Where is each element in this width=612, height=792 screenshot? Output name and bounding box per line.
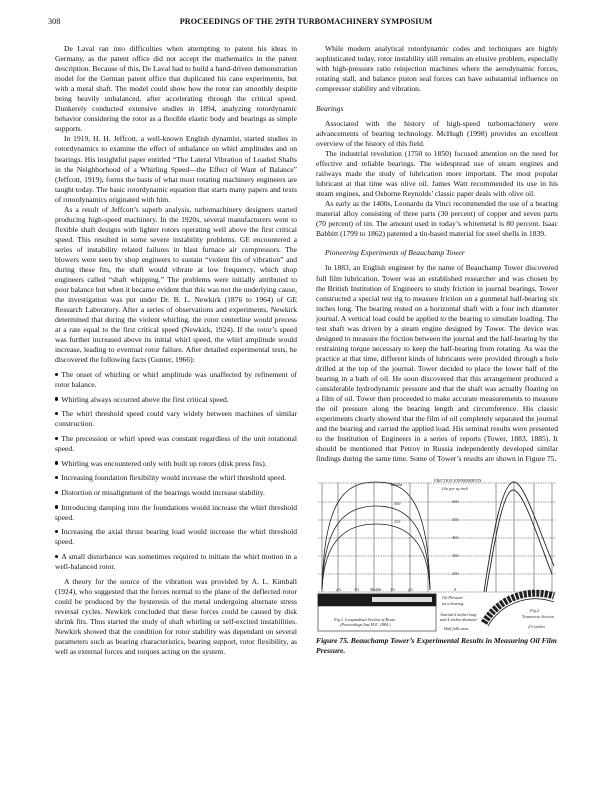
svg-text:Oil Pressure: Oil Pressure bbox=[442, 595, 463, 601]
svg-text:2½: 2½ bbox=[336, 587, 342, 593]
paragraph-de-laval: De Laval ran into difficulties when attempting to patent his ideas in Germany, as the patent office did not accept the mathematics in the patent description. Because of this, De Laval had to build a hand-driven demonstration model for the German patent office that duplicated his cane experiments, but with a metal shaft. The model could show how the rotor ran smoothly despite being heavily unbalanced, after accelerating through the critical speed. Dunkerely conducted extensive studies in 1894, analyzing rotordynamic behavior considering the rotor as a flexible elastic body and bearings as simple supports. bbox=[55, 44, 297, 134]
svg-text:Lbs per sq inch: Lbs per sq inch bbox=[442, 486, 468, 492]
paragraph-newkirk: As a result of Jeffcott’s superb analysis, turbomachinery designers started producing high-speed machinery. In the 1920s, several manufacturers went to flexible shaft designs with lighter rotors operating well above the first critical speed. This resulted in some severe instability problems. GE encountered a series of instability related failures in blast furnace air compressors. The blowers were seen by shop engineers to sustain “violent fits of vibration” and during these fits, the shaft would vibrate at low frequency, which shop engineers called “shaft whipping.” The problems were initially attributed to poor balance but when it became evident that this was not the underlying cause, the investigation was put under Dr. B. L. Newkirk (1876 to 1964) of GE Research Laboratory. After a series of observations and experiments, Newkirk determined that during the violent whirling, the rotor centerline would precess at a rate equal to the first critical speed (Newkirk, 1924). If the rotor’s speed was further increased above its initial whirl speed, the whirl amplitude would increase, leading to eventual rotor failure. After detailed experimental tests, he discovered the following facts (Gunter, 1966): bbox=[55, 204, 297, 365]
right-column bbox=[316, 44, 558, 656]
svg-text:200: 200 bbox=[452, 571, 459, 577]
figure-caption: Figure 75. Beauchamp Tower’s Experimental Results in Measuring Oil Film Pressure. bbox=[316, 636, 557, 656]
svg-text:300: 300 bbox=[452, 553, 459, 559]
svg-text:Fig.1. Longitudinal Section of: Fig.1. Longitudinal Section of Brass. bbox=[334, 617, 396, 623]
svg-text:600: 600 bbox=[452, 499, 459, 505]
svg-text:FRICTION EXPERIMENTS: FRICTION EXPERIMENTS bbox=[434, 478, 482, 484]
running-title: PROCEEDINGS OF THE 29TH TURBOMACHINERY SYMPOSIUM bbox=[179, 17, 433, 26]
svg-text:(Proceedings Inst.M.E. 1884.): (Proceedings Inst.M.E. 1884.) bbox=[340, 622, 391, 628]
bullet-item: The whirl threshold speed could vary widely between machines of similar construction. bbox=[55, 409, 297, 429]
paragraph-bearing-history: Associated with the history of high-speed turbomachinery were advancements of bearing technology. McHugh (1998) provides an excellent overview of the history of this field. bbox=[316, 118, 558, 148]
bullet-item: Whirling was encountered only with built up rotors (disk press fits). bbox=[55, 459, 297, 469]
subsection-heading-tower: Pioneering Experiments of Beauchamp Tower bbox=[325, 248, 465, 258]
paragraph-tower: In 1883, an English engineer by the name of Beauchamp Tower discovered full film lubrication. Tower was an established researcher and was chosen by the British Institution of Engineers to study friction in journal bearings. Tower constructed a special test rig to measure friction on a gunmetal half-bearing six inches long. The bearing rested on a horizontal shaft with a four inch diameter journal. A vertical load could be applied to the bearing to simulate loading. The test shaft was driven by a steam engine designed by Tower. The device was designed to measure the friction between the journal and the half-bearing by the restraining torque necessary to keep the half-bearing from rotating. As was the practice at that time, different kinds of lubricants were provided through a hole drilled at the top of the journal. Tower decided to place the lower half of the bearing in a bath of oil. He soon discovered that this arrangement produced a considerable hydrodynamic pressure and that the shaft was actually floating on a film of oil. Tower then proceeded to make accurate measurements to measure the oil pressure along the bearing length and circumference. His classic experiments clearly showed that the film of oil completely separated the journal and the bearing and carried the applied load. His seminal results were presented to the Institution of Engineers in a series of reports (Tower, 1883, 1885). It should be mentioned that Petrov in Russia independently developed similar findings during the same time. Some of Tower’s results are shown in Figure 75. bbox=[316, 263, 558, 464]
bullet-icon bbox=[55, 437, 58, 440]
bullet-item: A small disturbance was sometimes required to initiate the whirl motion in a well-balanced rotor. bbox=[55, 552, 297, 572]
page-number: 308 bbox=[48, 17, 61, 26]
bullet-item: Whirling always occurred above the first critical speed. bbox=[55, 395, 297, 405]
svg-text:500: 500 bbox=[452, 517, 459, 523]
svg-text:and 4 inches diameter: and 4 inches diameter bbox=[440, 617, 478, 623]
svg-text:500: 500 bbox=[394, 501, 401, 507]
svg-text:625lbs: 625lbs bbox=[391, 482, 403, 488]
paragraph-industrial-revolution: The industrial revolution (1750 to 1850) focused attention on the need for effective and reliable bearings. The widespread use of steam engines and railways made the study of lubrication more important. The most popular lubricant at that time was olive oil. James Watt recommended its use in his steam engines, and Osborne Reynolds’ classic paper deals with olive oil. bbox=[316, 149, 558, 199]
left-column bbox=[55, 44, 297, 657]
page-header bbox=[0, 17, 612, 29]
svg-text:1½: 1½ bbox=[390, 587, 396, 593]
bullet-icon bbox=[55, 555, 58, 558]
paragraph-da-vinci: As early as the 1400s, Leonardo da Vinci recommended the use of a bearing material alloy consisting of three parts (30 percent) of copper and seven parts (70 percent) of tin. The amount used in today’s whitemetal is 80 percent. Isaac Babbitt (1799 to 1862) patented a tin-based material for steel shells in 1839. bbox=[316, 199, 558, 239]
section-heading-bearings: Bearings bbox=[316, 104, 344, 114]
svg-text:Fig.2: Fig.2 bbox=[530, 608, 539, 614]
bullet-item: The precession or whirl speed was constant regardless of the unit rotational speed. bbox=[55, 434, 297, 454]
paragraph-modern-codes: While modern analytical rotordynamic codes and techniques are highly sophisticated today, rotor instability still remains an elusive problem, especially with high-pressure ratio reinjection machines where the aerodynamic forces, rotating stall, and balance piston seal forces can have substantial influence on compressor stability and vibration. bbox=[316, 44, 558, 94]
svg-text:2½: 2½ bbox=[408, 587, 414, 593]
svg-text:1½: 1½ bbox=[354, 587, 360, 593]
bullet-item: Increasing foundation flexibility would increase the whirl threshold speed. bbox=[55, 473, 297, 483]
svg-text:Half fulls area.: Half fulls area. bbox=[444, 626, 470, 632]
svg-text:on a bearing.: on a bearing. bbox=[442, 601, 465, 607]
bullet-item: Distortion or misalignment of the bearings would increase stability. bbox=[55, 488, 297, 498]
bullet-icon bbox=[55, 461, 58, 464]
svg-text:333: 333 bbox=[394, 519, 401, 525]
paragraph-kimball: A theory for the source of the vibration was provided by A. L. Kimball (1924), who suggested that the forces normal to the plane of the deflected rotor could be produced by the hysteresis of the metal undergoing alternate stress reversal cycles. Newkirk concluded that these forces could be caused by disk shrink fits. Thus started the study of shaft whirling or self-excited instabilities. Newkirk showed that the condition for rotor stability was dependant on several parameters such as bearing characteristics, bearing support, rotor flexibility, as well as external forces and torques acting on the system. bbox=[55, 576, 297, 657]
bullet-icon bbox=[55, 505, 58, 508]
bullet-icon bbox=[55, 491, 58, 494]
bullet-item: Increasing the axial thrust bearing load would increase the whirl threshold speed. bbox=[55, 527, 297, 547]
bullet-icon bbox=[55, 397, 58, 400]
figure-75-tower-experiments bbox=[316, 478, 558, 633]
bullet-item: The onset of whirling or whirl amplitude was unaffected by refinement of rotor balance. bbox=[55, 370, 297, 390]
bullet-icon bbox=[55, 530, 58, 533]
svg-text:Middle: Middle bbox=[370, 587, 382, 593]
paragraph-jeffcott: In 1919, H. H. Jeffcott, a well-known English dynamist, started studies in rotordynamics to examine the effect of unbalance on whirl amplitudes and on bearings. His insightful paper entitled “The Lateral Vibration of Loaded Shafts in the Neighborhood of a Whirling Speed—the Effect of Want of Balance” (Jeffcott, 1919), forms the basis of what most rotating machinery engineers are taught today. The basic rotordynamic equation that starts many papers and texts of rotordynamics originated with him. bbox=[55, 134, 297, 204]
bullet-item: Introducing damping into the foundations would increase the whirl threshold speed. bbox=[55, 502, 297, 522]
svg-text:Journal 6 inches long: Journal 6 inches long bbox=[440, 612, 477, 618]
svg-text:400: 400 bbox=[452, 535, 459, 541]
svg-text:2½ inches: 2½ inches bbox=[528, 624, 545, 630]
friction-experiments-diagram bbox=[316, 478, 558, 633]
bullet-icon bbox=[55, 412, 58, 415]
svg-text:0: 0 bbox=[454, 587, 457, 593]
bullet-icon bbox=[55, 373, 58, 376]
bullet-icon bbox=[55, 476, 58, 479]
svg-text:Transverse Section: Transverse Section bbox=[522, 614, 554, 620]
